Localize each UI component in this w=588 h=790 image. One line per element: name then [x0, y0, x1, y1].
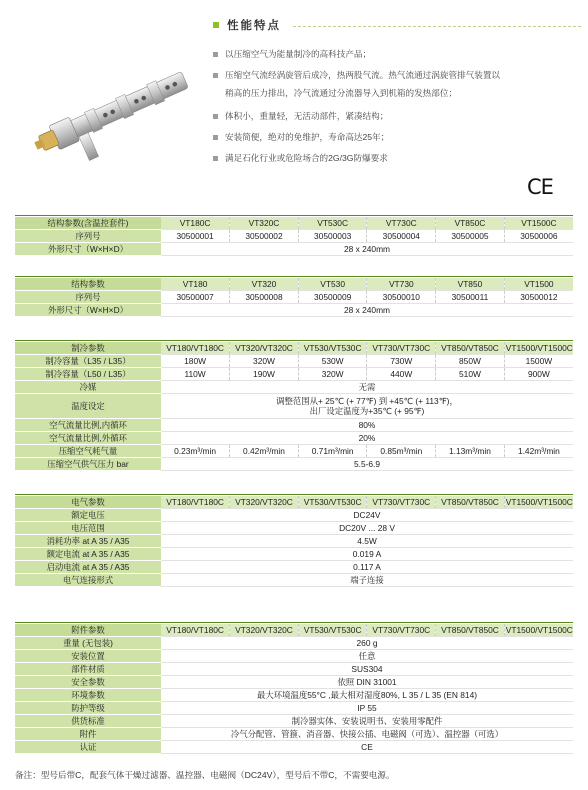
table-row: 空气流量比例,内循环 80% [15, 419, 573, 432]
table-row: 序列号 30500001 30500002 30500003 30500004 30500005 30500006 [15, 230, 573, 243]
table-row: 额定电压 DC24V [15, 509, 573, 522]
cooling-parameters-table [15, 342, 573, 471]
table-row: 外形尺寸（W×H×D） 28 x 240mm [15, 304, 573, 317]
table-divider-line [15, 340, 573, 341]
heading-dashed-line [293, 26, 581, 27]
features-heading [213, 17, 281, 33]
table-row: 序列号 30500007 30500008 30500009 30500010 30500011 30500012 [15, 291, 573, 304]
structure-table-with-controller [15, 217, 573, 256]
table-row: 压缩空气供气压力 bar 5.5-6.9 [15, 458, 573, 471]
table-row: 供货标准 制冷器实体、安装说明书、安装用零配件 [15, 715, 573, 728]
vortex-cooler-product-image [28, 55, 198, 175]
table-row: 安装位置 任意 [15, 650, 573, 663]
table-row: 外形尺寸（W×H×D） 28 x 240mm [15, 243, 573, 256]
table-header-row: 附件参数 VT180/VT180C VT320/VT320C VT530/VT530C VT730/VT730C VT850/VT850C VT1500/VT1500C [15, 624, 573, 637]
accessory-parameters-table [15, 624, 573, 754]
table-row: 附件 冷气分配管、管箍、消音器、快接公插、电磁阀（可选）、温控器（可选） [15, 728, 573, 741]
table-row: 温度设定 调整范围从+ 25℃ (+ 77℉) 到 +45℃ (+ 113℉)， 出厂设定温度为+35℃ (+ 95℉) [15, 394, 573, 419]
table-divider-line [15, 494, 573, 495]
table-row: 部件材质 SUS304 [15, 663, 573, 676]
table-row: 制冷容量（L35 / L35） 180W 320W 530W 730W 850W 1500W [15, 355, 573, 368]
feature-item: 以压缩空气为能量制冷的高科技产品； [213, 49, 563, 60]
bullet-square [213, 135, 218, 140]
table-header-row: 制冷参数 VT180/VT180C VT320/VT320C VT530/VT530C VT730/VT730C VT850/VT850C VT1500/VT1500C [15, 342, 573, 355]
table-header-row: 结构参数(含温控套件) VT180C VT320C VT530C VT730C VT850C VT1500C [15, 217, 573, 230]
table-row: 认证 CE [15, 741, 573, 754]
table-row: 重量 (无包装) 260 g [15, 637, 573, 650]
features-list [213, 49, 563, 174]
bullet-square [213, 52, 218, 57]
electrical-parameters-table [15, 496, 573, 587]
feature-item: 压缩空气流经涡旋管后成冷，热两股气流。热气流通过涡旋管排气装置以 [213, 70, 563, 81]
feature-item-continuation: 稍高的压力排出，冷气流通过分流器导入到机箱的发热部位； [225, 88, 458, 98]
footnote: 备注：型号后带C，配套气体干燥过滤器、温控器、电磁阀（DC24V），型号后不带C，不需要电源。 [15, 770, 395, 780]
table-row: 压缩空气耗气量 0.23m³/min 0.42m³/min 0.71m³/min 0.85m³/min 1.13m³/min 1.42m³/min [15, 445, 573, 458]
table-row: 电压范围 DC20V ... 28 V [15, 522, 573, 535]
table-row: 环境参数 最大环境温度55°C ,最大相对湿度80%, L 35 / L 35 (EN 814) [15, 689, 573, 702]
heading-bullet-square [213, 22, 219, 28]
feature-item: 体积小，重量轻，无活动部件，紧凑结构； [213, 111, 563, 122]
temperature-setting-cell: 调整范围从+ 25℃ (+ 77℉) 到 +45℃ (+ 113℉)， 出厂设定温度为+35℃ (+ 95℉) [161, 394, 573, 419]
bullet-square [213, 73, 218, 78]
bullet-square [213, 156, 218, 161]
table-divider-line [15, 622, 573, 623]
structure-table [15, 278, 573, 317]
table-row: 制冷容量（L50 / L35） 110W 190W 320W 440W 510W 900W [15, 368, 573, 381]
table-row: 消耗功率 at A 35 / A35 4.5W [15, 535, 573, 548]
bullet-square [213, 114, 218, 119]
ce-mark: CE [527, 175, 553, 199]
table-row: 启动电流 at A 35 / A35 0.117 A [15, 561, 573, 574]
table-row: 空气流量比例,外循环 20% [15, 432, 573, 445]
table-row: 安全参数 依照 DIN 31001 [15, 676, 573, 689]
features-title: 性能特点 [227, 20, 281, 32]
table-header-row: 结构参数 VT180 VT320 VT530 VT730 VT850 VT1500 [15, 278, 573, 291]
feature-item: 满足石化行业或危险场合的2G/3G防爆要求 [213, 153, 563, 164]
table-divider-line [15, 276, 573, 277]
table-row: 冷媒 无需 [15, 381, 573, 394]
feature-item: 安装简便，绝对的免维护，寿命高达25年； [213, 132, 563, 143]
table-row: 防护等级 IP 55 [15, 702, 573, 715]
table-header-row: 电气参数 VT180/VT180C VT320/VT320C VT530/VT530C VT730/VT730C VT850/VT850C VT1500/VT1500C [15, 496, 573, 509]
table-row: 额定电流 at A 35 / A35 0.019 A [15, 548, 573, 561]
table-divider-line [15, 215, 573, 216]
table-row: 电气连接形式 端子连接 [15, 574, 573, 587]
